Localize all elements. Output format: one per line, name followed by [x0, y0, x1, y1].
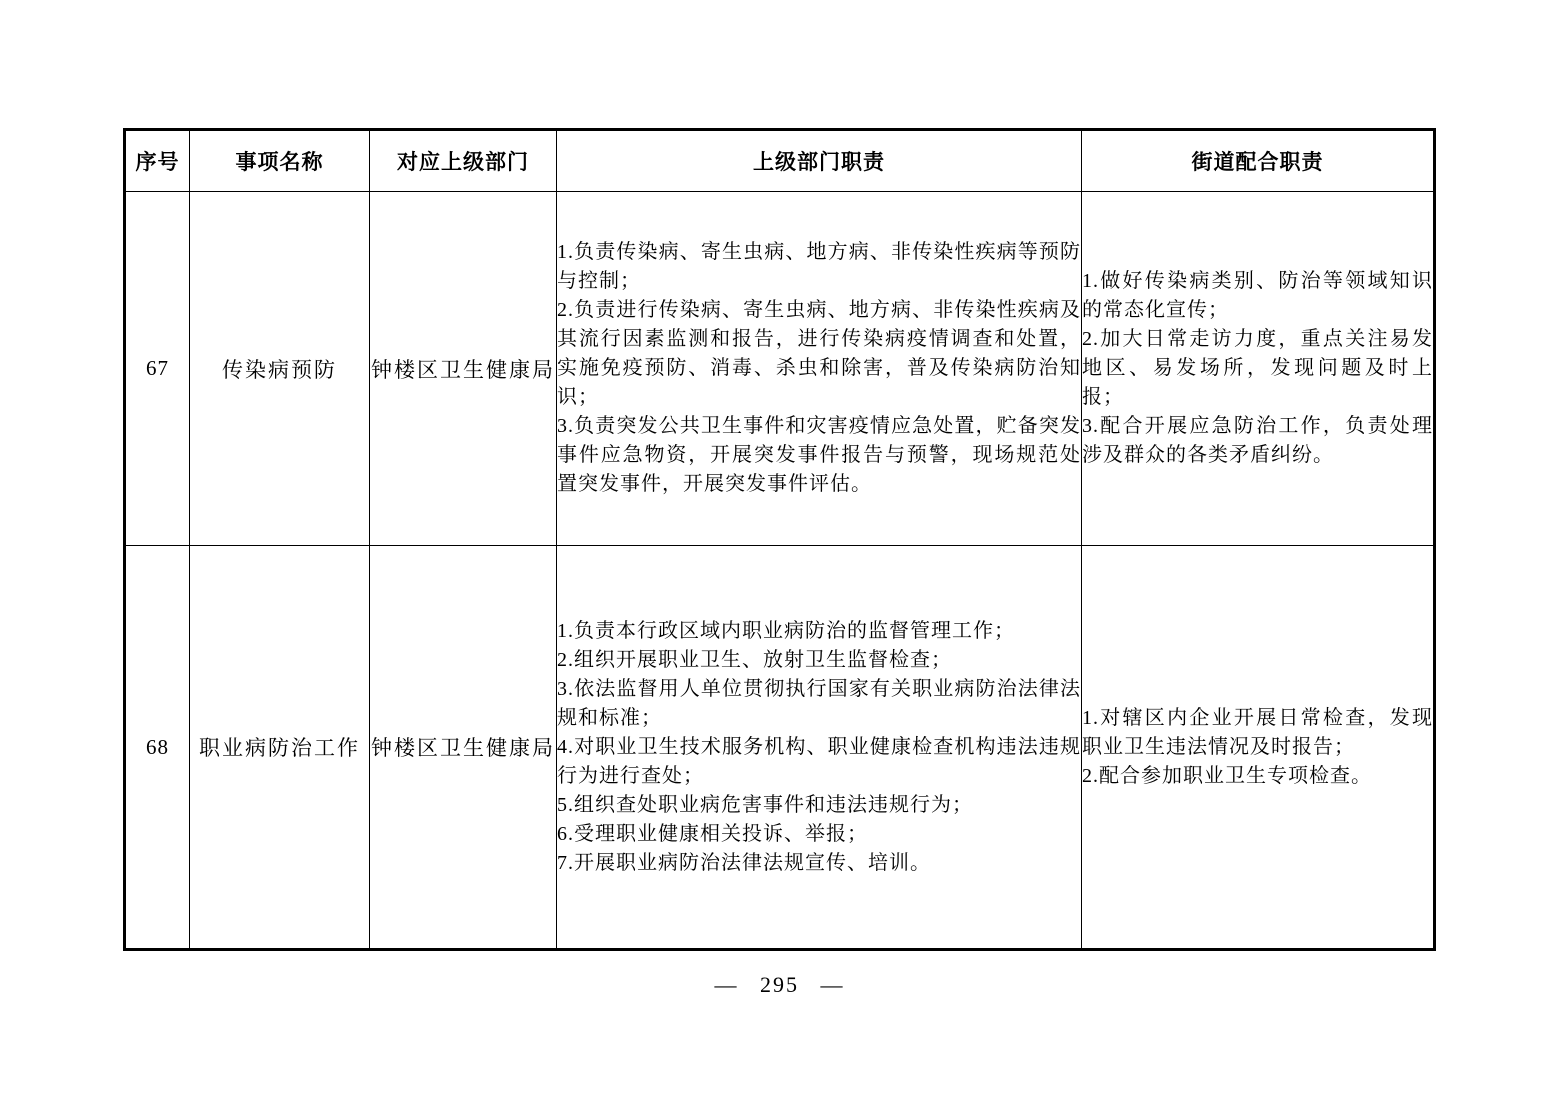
- header-cell-street-duties: 街道配合职责: [1082, 130, 1435, 192]
- duty-item: 1.对辖区内企业开展日常检查，发现职业卫生违法情况及时报告；: [1082, 706, 1433, 758]
- responsibility-table: [123, 128, 1436, 951]
- page-number: — 295 —: [714, 972, 845, 997]
- duty-item: 3.负责突发公共卫生事件和灾害疫情应急处置，贮备突发事件应急物资，开展突发事件报告与预警，现场规范处置突发事件，开展突发事件评估。: [557, 415, 1081, 495]
- duty-item: 1.负责本行政区域内职业病防治的监督管理工作；: [557, 619, 1015, 642]
- duty-item: 2.配合参加职业卫生专项检查。: [1082, 764, 1372, 787]
- duty-item: 4.对职业卫生技术服务机构、职业健康检查机构违法违规行为进行查处；: [557, 735, 1081, 787]
- cell-item-name: 职业病防治工作: [190, 546, 370, 950]
- duty-item: 2.负责进行传染病、寄生虫病、地方病、非传染性疾病及其流行因素监测和报告，进行传染病疫情调查和处置，实施免疫预防、消毒、杀虫和除害，普及传染病防治知识；: [557, 299, 1081, 408]
- table-row: [125, 192, 1435, 546]
- cell-serial-number: 67: [125, 192, 190, 546]
- cell-serial-number: 68: [125, 546, 190, 950]
- cell-superior-department: 钟楼区卫生健康局: [370, 546, 557, 950]
- duty-item: 6.受理职业健康相关投诉、举报；: [557, 822, 868, 845]
- cell-street-duties: [1082, 192, 1435, 546]
- duty-item: 1.做好传染病类别、防治等领域知识的常态化宣传；: [1082, 270, 1433, 321]
- cell-street-duties: [1082, 546, 1435, 950]
- duty-item: 2.组织开展职业卫生、放射卫生监督检查；: [557, 648, 952, 671]
- cell-item-name: 传染病预防: [190, 192, 370, 546]
- header-cell-superior-duties: 上级部门职责: [557, 130, 1082, 192]
- table-header-row: [125, 130, 1435, 192]
- header-cell-serial-number: 序号: [125, 130, 190, 192]
- cell-superior-department: 钟楼区卫生健康局: [370, 192, 557, 546]
- cell-superior-duties: [557, 546, 1082, 950]
- duty-item: 2.加大日常走访力度，重点关注易发地区、易发场所，发现问题及时上报；: [1082, 328, 1433, 408]
- duty-item: 5.组织查处职业病危害事件和违法违规行为；: [557, 793, 973, 816]
- duty-item: 7.开展职业病防治法律法规宣传、培训。: [557, 851, 931, 874]
- table-row: [125, 546, 1435, 950]
- header-cell-superior-department: 对应上级部门: [370, 130, 557, 192]
- header-cell-item-name: 事项名称: [190, 130, 370, 192]
- duty-item: 3.依法监督用人单位贯彻执行国家有关职业病防治法律法规和标准；: [557, 677, 1081, 729]
- cell-superior-duties: [557, 192, 1082, 546]
- duty-item: 1.负责传染病、寄生虫病、地方病、非传染性疾病等预防与控制；: [557, 241, 1081, 292]
- duty-item: 3.配合开展应急防治工作，负责处理涉及群众的各类矛盾纠纷。: [1082, 415, 1433, 466]
